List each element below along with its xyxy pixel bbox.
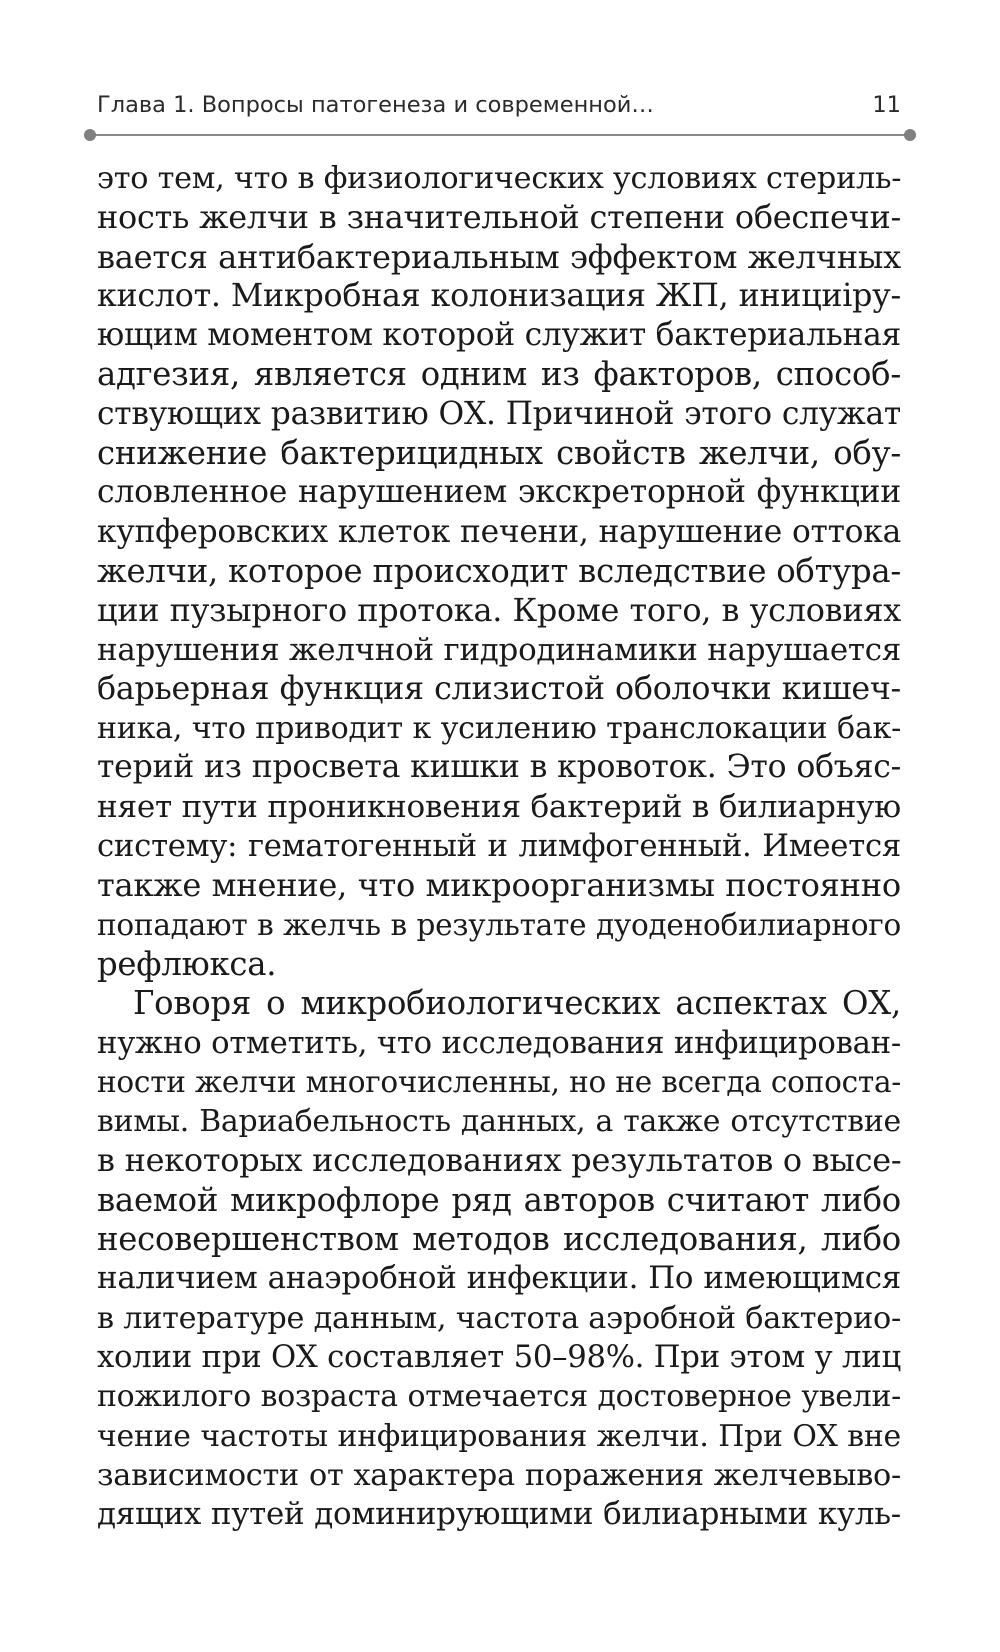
text-line: купферовских клеток печени, нарушение оттока: [97, 513, 901, 550]
text-line: снижение бактерицидных свойств желчи, обу-: [97, 434, 901, 473]
text-line: кислот. Микробная колонизация ЖП, инициiру-: [97, 277, 901, 314]
text-line: Говоря о микробиологических аспектах ОХ,: [133, 984, 901, 1023]
text-line: няет пути проникновения бактерий в билиарную: [97, 788, 901, 825]
text-line: наличием анаэробной инфекции. По имеющимся: [97, 1260, 901, 1297]
text-line: нарушения желчной гидродинамики нарушается: [97, 631, 901, 668]
text-line: терий из просвета кишки в кровоток. Это объяс-: [97, 749, 901, 786]
text-line: это тем, что в физиологических условиях стериль-: [97, 161, 901, 196]
paragraph-2: [97, 984, 901, 1534]
text-line: вимы. Вариабельность данных, а также отсутствие: [97, 1104, 901, 1140]
text-line: попадают в желчь в результате дуоденобилиарного: [97, 907, 901, 942]
rule-end-dot-right: [904, 129, 916, 141]
text-line: вается антибактериальным эффектом желчных: [97, 237, 901, 276]
text-line: систему: гематогенный и лимфогенный. Имеется: [97, 829, 901, 865]
text-line: дящих путей доминирующими билиарными куль-: [97, 1496, 901, 1533]
text-line: ности желчи многочисленны, но не всегда сопоста-: [97, 1064, 901, 1099]
header-rule: [89, 134, 911, 136]
text-line: ствующих развитию ОХ. Причиной этого служат: [97, 395, 901, 432]
rule-end-dot-left: [84, 129, 96, 141]
text-line: словленное нарушением экскреторной функции: [97, 474, 901, 511]
text-line: адгезия, является одним из факторов, способ-: [97, 355, 901, 394]
text-line: зависимости от характера поражения желчевыво-: [97, 1457, 901, 1493]
text-line: рефлюкса.: [97, 944, 277, 983]
text-line: ющим моментом которой служит бактериальная: [97, 317, 901, 354]
text-line: барьерная функция слизистой оболочки кишеч-: [97, 670, 901, 707]
text-line: в литературе данным, частота аэробной бактерио-: [97, 1300, 901, 1336]
body-text: [97, 159, 901, 1534]
text-line: также мнение, что микроорганизмы постоянно: [97, 866, 901, 905]
text-line: в некоторых исследованиях результатов о высе-: [97, 1141, 901, 1180]
text-line: ваемой микрофлоре ряд авторов считают либо: [97, 1180, 901, 1219]
running-head: [97, 92, 901, 124]
text-line: холии при ОХ составляет 50–98%. При этом у лиц: [97, 1339, 901, 1375]
text-line: ции пузырного протока. Кроме того, в условиях: [97, 591, 901, 630]
text-line: ность желчи в значительной степени обеспечи-: [97, 198, 901, 237]
page-number: 11: [872, 92, 901, 118]
text-line: желчи, которое происходит вследствие обтура-: [97, 551, 901, 590]
chapter-title: Глава 1. Вопросы патогенеза и современной…: [97, 92, 654, 118]
paragraph-1: [97, 159, 901, 984]
text-line: ника, что приводит к усилению транслокации бак-: [97, 711, 901, 747]
text-line: несовершенством методов исследования, либо: [97, 1220, 901, 1259]
text-line: нужно отметить, что исследования инфицирован-: [97, 1025, 901, 1061]
text-line: пожилого возраста отмечается достоверное увели-: [97, 1379, 901, 1415]
text-line: чение частоты инфицирования желчи. При ОХ вне: [97, 1418, 901, 1454]
